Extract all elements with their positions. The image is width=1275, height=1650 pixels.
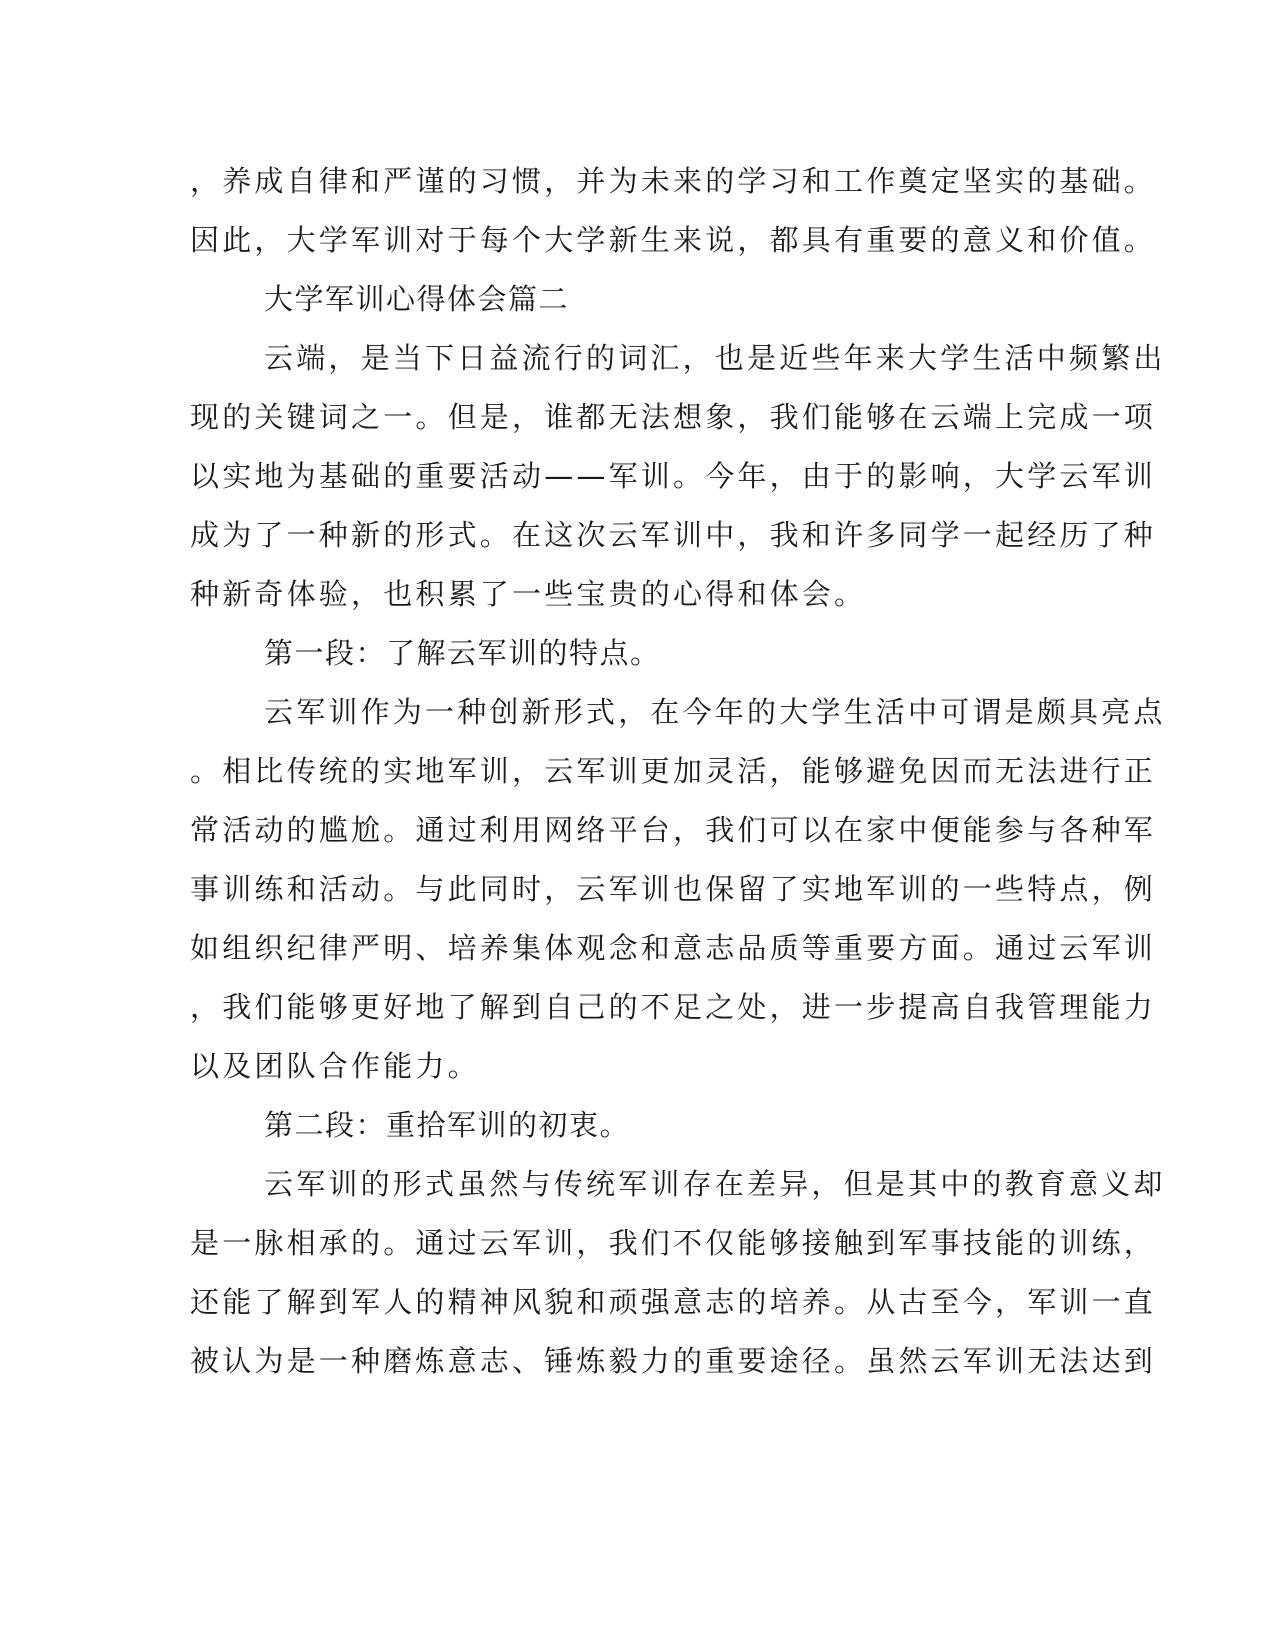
section-title: 大学军训心得体会篇二	[264, 282, 570, 316]
text-line: 是一脉相承的。通过云军训，我们不仅能够接触到军事技能的训练，	[190, 1226, 1157, 1260]
text-line: 现的关键词之一。但是，谁都无法想象，我们能够在云端上完成一项	[190, 400, 1157, 434]
paragraph-heading: 第二段：重拾军训的初衷。	[264, 1108, 631, 1142]
text-line: 以实地为基础的重要活动——军训。今年，由于的影响，大学云军训	[190, 459, 1157, 493]
text-line: 常活动的尴尬。通过利用网络平台，我们可以在家中便能参与各种军	[190, 813, 1157, 847]
text-line: 云军训作为一种创新形式，在今年的大学生活中可谓是颇具亮点	[264, 695, 1166, 729]
text-line: ，我们能够更好地了解到自己的不足之处，进一步提高自我管理能力	[190, 990, 1157, 1024]
text-line: 事训练和活动。与此同时，云军训也保留了实地军训的一些特点，例	[190, 872, 1157, 906]
paragraph-heading: 第一段：了解云军训的特点。	[264, 636, 661, 670]
text-line: 。相比传统的实地军训，云军训更加灵活，能够避免因而无法进行正	[190, 754, 1157, 788]
text-line: 云端，是当下日益流行的词汇，也是近些年来大学生活中频繁出	[264, 341, 1166, 375]
text-line: 如组织纪律严明、培养集体观念和意志品质等重要方面。通过云军训	[190, 931, 1157, 965]
text-line: ，养成自律和严谨的习惯，并为未来的学习和工作奠定坚实的基础。	[190, 164, 1157, 198]
text-line: 以及团队合作能力。	[190, 1049, 480, 1083]
text-line: 种新奇体验，也积累了一些宝贵的心得和体会。	[190, 577, 867, 611]
text-line: 因此，大学军训对于每个大学新生来说，都具有重要的意义和价值。	[190, 223, 1157, 257]
text-line: 云军训的形式虽然与传统军训存在差异，但是其中的教育意义却	[264, 1167, 1166, 1201]
text-line: 被认为是一种磨炼意志、锤炼毅力的重要途径。虽然云军训无法达到	[190, 1344, 1157, 1378]
text-line: 成为了一种新的形式。在这次云军训中，我和许多同学一起经历了种	[190, 518, 1157, 552]
text-line: 还能了解到军人的精神风貌和顽强意志的培养。从古至今，军训一直	[190, 1285, 1157, 1319]
